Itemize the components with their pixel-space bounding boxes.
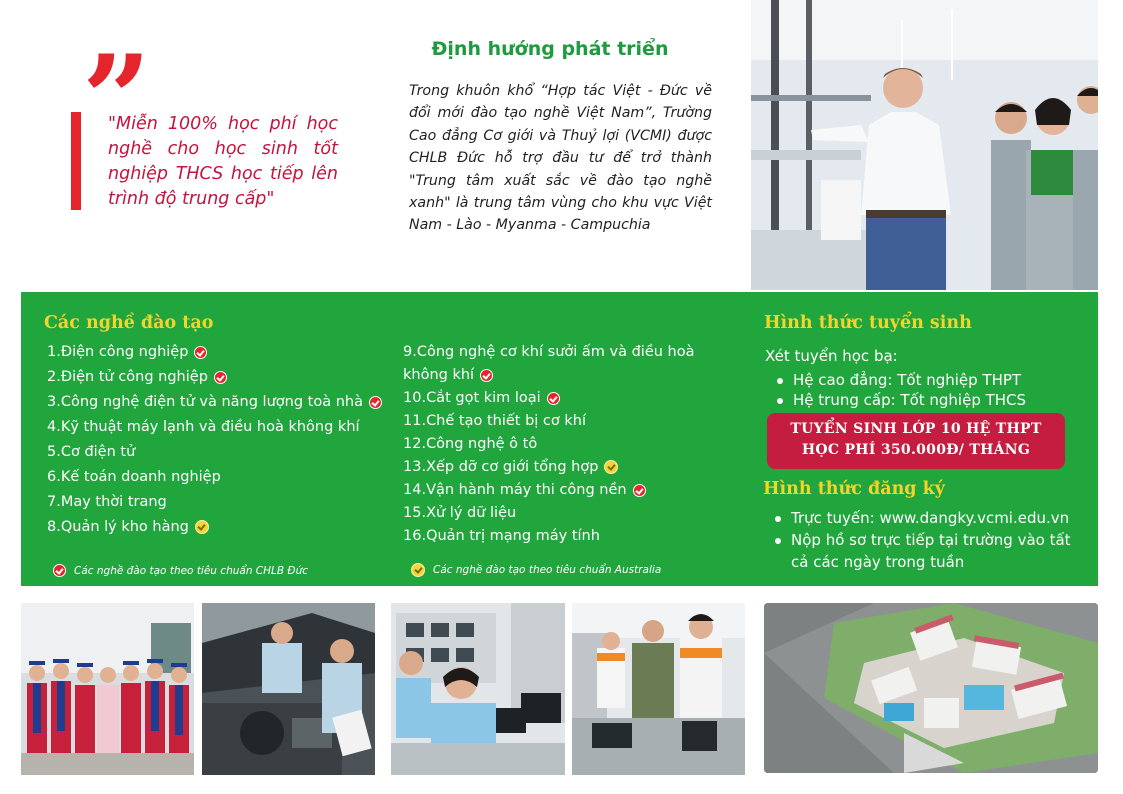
- program-item: [403, 344, 694, 360]
- campus-aerial-map: [764, 603, 1098, 773]
- tuition-promo-banner: [767, 413, 1065, 469]
- program-item: [403, 367, 493, 383]
- program-item: [403, 413, 586, 429]
- program-label: Xếp dỡ cơ giới tổng hợp: [426, 459, 599, 475]
- program-item: [403, 459, 618, 475]
- program-item: [403, 390, 560, 406]
- program-label: May thời trang: [60, 494, 167, 510]
- program-item: [47, 344, 207, 360]
- program-number: 15.: [403, 505, 427, 521]
- program-item: [47, 369, 227, 385]
- program-number: 13.: [403, 459, 427, 475]
- program-number: 7.: [47, 494, 61, 510]
- program-item: [47, 444, 135, 460]
- program-item: [403, 482, 646, 498]
- program-label: Công nghệ cơ khí sưởi ấm và điều hoà: [416, 344, 695, 360]
- program-label: Công nghệ điện tử và năng lượng toà nhà: [60, 394, 363, 410]
- lab-teacher-photo: [751, 0, 1098, 290]
- program-number: 14.: [403, 482, 427, 498]
- legend-australia: Các nghề đào tạo theo tiêu chuẩn Australia: [411, 563, 661, 577]
- check-badge-red-icon: [369, 396, 382, 409]
- program-number: 2.: [47, 369, 61, 385]
- program-label: Xử lý dữ liệu: [426, 505, 517, 521]
- program-number: 12.: [403, 436, 427, 452]
- program-number: 5.: [47, 444, 61, 460]
- program-number: 8.: [47, 519, 61, 535]
- check-badge-red-icon: [53, 564, 66, 577]
- admission-intro: Xét tuyển học bạ:: [765, 347, 898, 365]
- program-item: [47, 419, 360, 435]
- program-number: 6.: [47, 469, 61, 485]
- program-item: [403, 528, 600, 544]
- check-badge-red-icon: [194, 346, 207, 359]
- program-item: [403, 436, 537, 452]
- program-label: Cắt gọt kim loại: [426, 390, 541, 406]
- check-badge-red-icon: [547, 392, 560, 405]
- admission-title: Hình thức tuyển sinh: [764, 313, 972, 333]
- program-number: 10.: [403, 390, 427, 406]
- program-label: Cơ điện tử: [60, 444, 136, 460]
- promo-line-2: HỌC PHÍ 350.000Đ/ THÁNG: [801, 442, 1031, 458]
- check-badge-gold-icon: [604, 460, 618, 474]
- registration-item: Nộp hồ sơ trực tiếp tại trường vào tất: [791, 531, 1071, 549]
- program-number: 3.: [47, 394, 61, 410]
- program-label: Quản trị mạng máy tính: [426, 528, 600, 544]
- mechanical-lab-photo: [572, 603, 745, 775]
- check-badge-red-icon: [633, 484, 646, 497]
- program-number: 1.: [47, 344, 61, 360]
- check-badge-red-icon: [214, 371, 227, 384]
- legend-germany: Các nghề đào tạo theo tiêu chuẩn CHLB Đức: [53, 564, 308, 577]
- programs-list-right: [403, 344, 743, 554]
- program-label: không khí: [403, 367, 475, 383]
- development-text: Trong khuôn khổ “Hợp tác Việt - Đức về đổi mới đào tạo nghề Việt Nam”, Trường Cao đẳng Cơ giới và Thuỷ lợi (VCMI) được CHLB Đức hỗ trợ đầu tư để trở thành "Trung tâm xuất sắc về đào tạo nghề xanh" là trung tâm vùng cho khu vực Việt Nam - Lào - Myanma - Campuchia: [409, 83, 712, 234]
- program-label: Điện công nghiệp: [60, 344, 189, 360]
- program-label: Chế tạo thiết bị cơ khí: [426, 413, 586, 429]
- automotive-class-photo: [202, 603, 375, 775]
- program-number: 16.: [403, 528, 427, 544]
- program-item: [47, 494, 167, 510]
- program-number: 11.: [403, 413, 427, 429]
- check-badge-red-icon: [480, 369, 493, 382]
- program-label: Kế toán doanh nghiệp: [60, 469, 221, 485]
- admission-item: Hệ trung cấp: Tốt nghiệp THCS: [793, 391, 1027, 409]
- admission-item: Hệ cao đẳng: Tốt nghiệp THPT: [793, 371, 1022, 389]
- program-label: Vận hành máy thi công nền: [426, 482, 627, 498]
- quote-icon: ”: [82, 29, 144, 170]
- program-item: [403, 505, 516, 521]
- program-number: 4.: [47, 419, 61, 435]
- check-badge-gold-icon: [195, 520, 209, 534]
- programs-list-left: [47, 344, 387, 544]
- graduation-photo: [21, 603, 194, 775]
- registration-item-continued: cả các ngày trong tuần: [791, 553, 965, 571]
- program-label: Kỹ thuật máy lạnh và điều hoà không khí: [60, 419, 360, 435]
- program-label: Công nghệ ô tô: [426, 436, 538, 452]
- program-label: Điện tử công nghiệp: [60, 369, 208, 385]
- program-label: Quản lý kho hàng: [60, 519, 189, 535]
- registration-title: Hình thức đăng ký: [763, 479, 945, 499]
- program-item: [47, 394, 382, 410]
- check-badge-gold-icon: [411, 563, 425, 577]
- electronics-lab-photo: [391, 603, 565, 775]
- development-title: Định hướng phát triển: [431, 38, 669, 60]
- program-number: 9.: [403, 344, 417, 360]
- program-item: [47, 469, 221, 485]
- quote-text: "Miễn 100% học phí học nghề cho học sinh tốt nghiệp THCS học tiếp lên trình độ trung cấp": [108, 114, 338, 209]
- registration-item: Trực tuyến: www.dangky.vcmi.edu.vn: [791, 509, 1070, 527]
- promo-line-1: TUYỂN SINH LỚP 10 HỆ THPT: [790, 421, 1042, 437]
- programs-title: Các nghề đào tạo: [44, 313, 214, 333]
- program-item: [47, 519, 209, 535]
- quote-accent-bar: [71, 112, 81, 210]
